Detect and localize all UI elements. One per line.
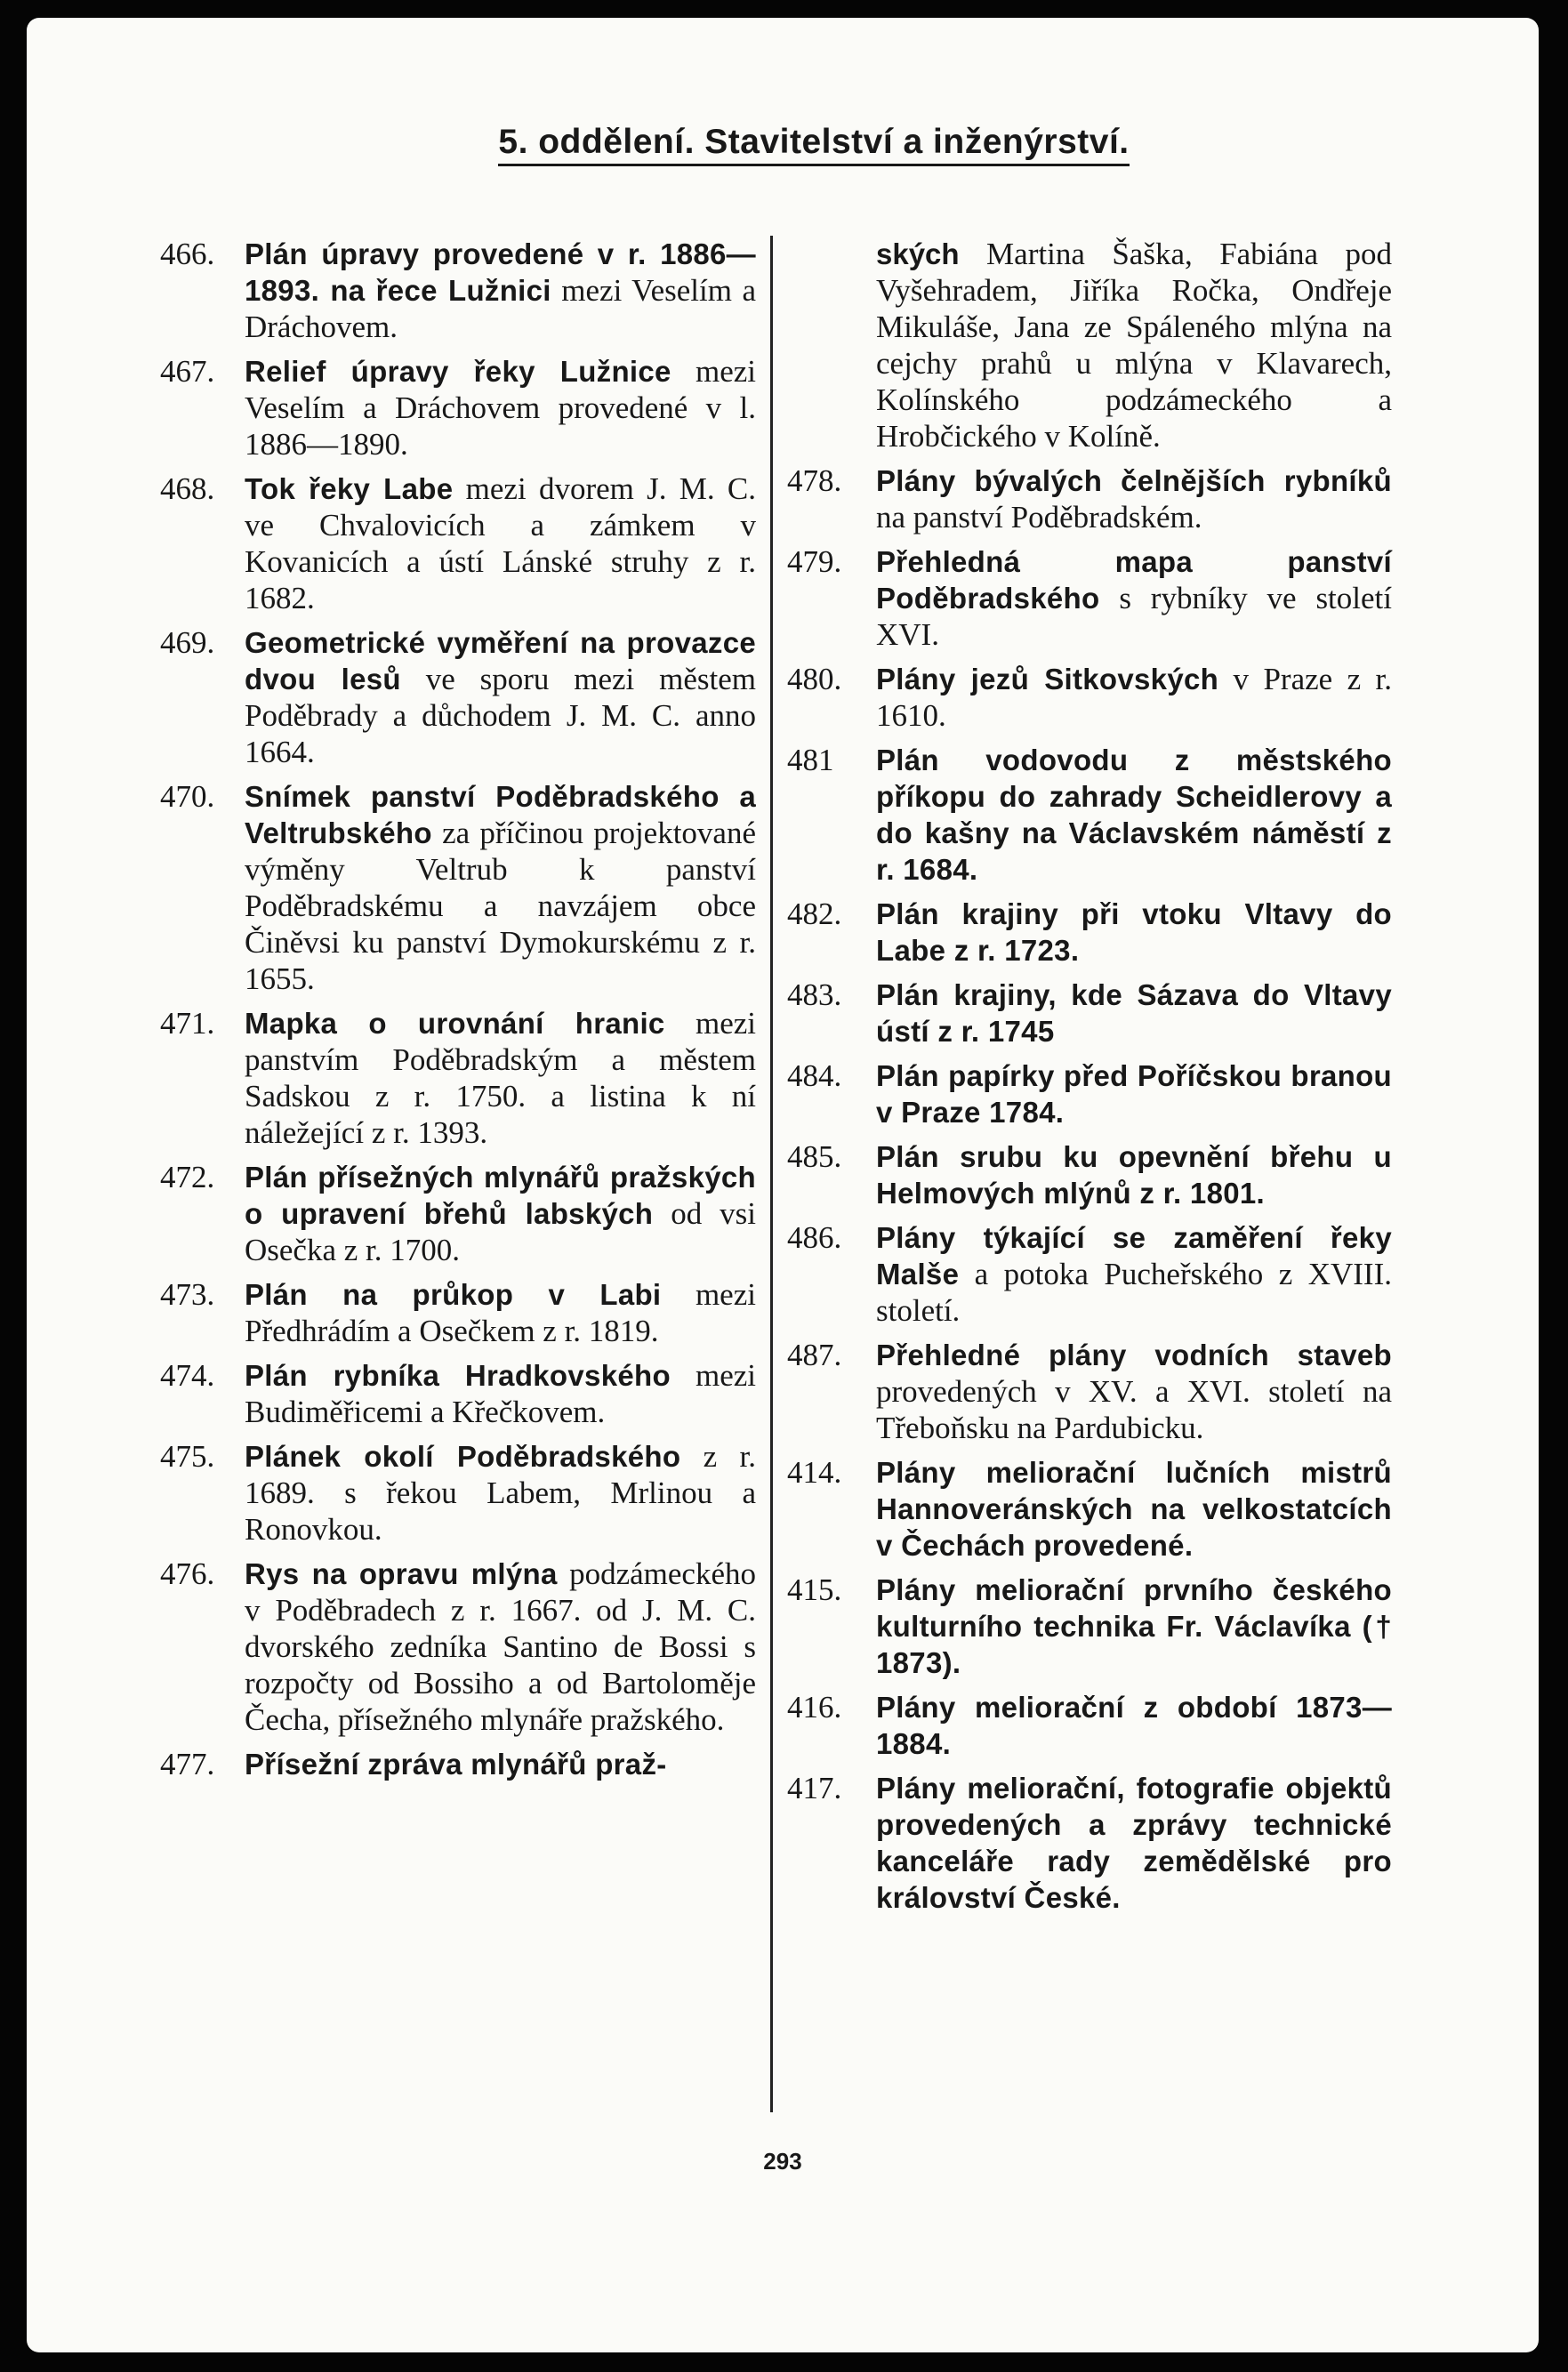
right-column bbox=[787, 236, 1392, 1924]
entry-title: Plány týkající se zaměření řeky Malše bbox=[876, 1221, 1392, 1291]
entry-description: podzámeckého v Poděbradech z r. 1667. od J. M. C. dvorského zedníka Santino de Bossi s rozpočty od Bossiho a od Bartoloměje Čecha, přísežného mlynáře pražského. bbox=[245, 1556, 756, 1737]
entry-number: 469. bbox=[160, 625, 215, 660]
entry-number: 468. bbox=[160, 471, 215, 506]
continued-entry bbox=[876, 236, 1392, 454]
entry-body bbox=[245, 1276, 756, 1349]
entry-title: Tok řeky Labe bbox=[245, 472, 454, 505]
entry-number: 487. bbox=[787, 1338, 842, 1372]
catalog-entry bbox=[160, 1159, 756, 1268]
entry-title: Plán rybníka Hradkovského bbox=[245, 1359, 671, 1392]
entry-number: 482. bbox=[787, 897, 842, 931]
entry-number: 466. bbox=[160, 237, 215, 271]
catalog-entry bbox=[160, 1005, 756, 1151]
page-number: 293 bbox=[763, 2148, 802, 2175]
entry-description: mezi Veselím a Dráchovem. bbox=[245, 273, 756, 344]
entry-description: mezi dvorem J. M. C. ve Chvalovicích a zámkem v Kovanicích a ústí Lánské struhy z r. 1682. bbox=[245, 471, 756, 615]
continued-entry-bold: ských bbox=[876, 237, 960, 270]
entry-title: Snímek panství Poděbradského a Veltrubského bbox=[245, 780, 756, 849]
entry-number: 483. bbox=[787, 977, 842, 1012]
catalog-entry bbox=[787, 661, 1392, 734]
entry-number: 416. bbox=[787, 1690, 842, 1725]
entry-body bbox=[245, 624, 756, 770]
entry-body bbox=[876, 1219, 1392, 1329]
entry-body bbox=[245, 1159, 756, 1268]
entry-description: mezi Budiměřicemi a Křečkovem. bbox=[245, 1358, 756, 1429]
catalog-entry bbox=[787, 1770, 1392, 1916]
entry-body bbox=[876, 1337, 1392, 1446]
entry-title: Plán přísežných mlynářů pražských o upravení břehů labských bbox=[245, 1161, 756, 1230]
entry-body bbox=[245, 1556, 756, 1738]
entry-description: od vsi Osečka z r. 1700. bbox=[245, 1196, 756, 1267]
catalog-entry bbox=[160, 236, 756, 345]
entry-description: mezi Předhrádím a Osečkem z r. 1819. bbox=[245, 1277, 756, 1348]
entry-body bbox=[876, 1138, 1392, 1211]
entry-body bbox=[876, 1770, 1392, 1916]
catalog-entry bbox=[787, 896, 1392, 969]
entry-body bbox=[876, 1689, 1392, 1762]
catalog-entry bbox=[160, 1556, 756, 1738]
catalog-entry bbox=[787, 1138, 1392, 1211]
entry-title: Plány bývalých čelnějších rybníků bbox=[876, 464, 1392, 497]
entry-number: 485. bbox=[787, 1139, 842, 1174]
entry-body bbox=[245, 1438, 756, 1548]
entry-body bbox=[245, 778, 756, 997]
entry-body bbox=[245, 1357, 756, 1430]
catalog-entry bbox=[787, 1572, 1392, 1681]
catalog-entry bbox=[787, 1689, 1392, 1762]
entry-number: 486. bbox=[787, 1220, 842, 1255]
entry-number: 477. bbox=[160, 1747, 215, 1781]
entry-title: Geometrické vyměření na provazce dvou lesů bbox=[245, 626, 756, 696]
entry-number: 478. bbox=[787, 463, 842, 498]
entry-number: 470. bbox=[160, 779, 215, 814]
entry-number: 472. bbox=[160, 1160, 215, 1194]
entry-description: v Praze z r. 1610. bbox=[876, 662, 1393, 733]
entry-title: Rys na opravu mlýna bbox=[245, 1557, 558, 1590]
entry-title: Plány jezů Sitkovských bbox=[876, 663, 1219, 696]
catalog-entry bbox=[160, 1276, 756, 1349]
entry-body bbox=[876, 661, 1392, 734]
entry-body bbox=[245, 1746, 756, 1782]
entry-title: Plány meliorační, fotografie objektů provedených a zprávy technické kanceláře rady zemědělské pro království České. bbox=[876, 1772, 1392, 1914]
entry-number: 480. bbox=[787, 662, 842, 696]
catalog-entry bbox=[160, 1746, 756, 1782]
entry-description: s rybníky ve století XVI. bbox=[876, 581, 1392, 652]
entry-title: Plán papírky před Poříčskou branou v Praze 1784. bbox=[876, 1059, 1392, 1129]
entry-description: ve sporu mezi městem Poděbrady a důchodem J. M. C. anno 1664. bbox=[245, 662, 756, 769]
entry-description: mezi Veselím a Dráchovem provedené v l. 1886—1890. bbox=[245, 354, 756, 462]
catalog-entry bbox=[787, 462, 1392, 535]
entry-number: 417. bbox=[787, 1771, 842, 1805]
entry-description: provedených v XV. a XVI. století na Třeboňsku na Pardubicku. bbox=[876, 1374, 1392, 1445]
page bbox=[27, 18, 1539, 2352]
catalog-entry bbox=[160, 353, 756, 462]
catalog-entry bbox=[160, 470, 756, 616]
entry-title: Plány meliorační prvního českého kulturního technika Fr. Václavíka († 1873). bbox=[876, 1573, 1392, 1679]
entry-body bbox=[245, 353, 756, 462]
entry-body bbox=[245, 470, 756, 616]
entry-title: Plán úpravy provedené v r. 1886—1893. na řece Lužnici bbox=[245, 237, 756, 307]
entry-title: Relief úpravy řeky Lužnice bbox=[245, 355, 671, 388]
catalog-entry bbox=[787, 1057, 1392, 1130]
catalog-entry bbox=[160, 778, 756, 997]
catalog-entry bbox=[787, 1337, 1392, 1446]
entry-title: Přehledné plány vodních staveb bbox=[876, 1339, 1392, 1371]
entry-body bbox=[876, 1454, 1392, 1564]
entry-title: Plán krajiny při vtoku Vltavy do Labe z r. 1723. bbox=[876, 897, 1392, 967]
entry-number: 471. bbox=[160, 1006, 215, 1041]
entry-title: Přísežní zpráva mlynářů praž- bbox=[245, 1748, 667, 1781]
entry-description: a potoka Pucheřského z XVIII. století. bbox=[876, 1257, 1392, 1328]
catalog-entry bbox=[787, 543, 1392, 653]
entry-body bbox=[245, 1005, 756, 1151]
entry-body bbox=[876, 462, 1392, 535]
entry-number: 474. bbox=[160, 1358, 215, 1393]
entry-title: Plán na průkop v Labi bbox=[245, 1278, 662, 1311]
entry-title: Plán srubu ku opevnění břehu u Helmových mlýnů z r. 1801. bbox=[876, 1140, 1392, 1210]
entry-title: Mapka o urovnání hranic bbox=[245, 1007, 665, 1040]
entry-body bbox=[245, 236, 756, 345]
entry-body bbox=[876, 896, 1392, 969]
continued-entry-text: Martina Šaška, Fabiána pod Vyšehradem, Jiříka Ročka, Ondřeje Mikuláše, Jana ze Spáleného mlýna na cejchy prahů u mlýna v Klavarech, Kolínského podzámeckého a Hrobčického v Kolíně. bbox=[876, 237, 1392, 454]
entry-number: 467. bbox=[160, 354, 215, 389]
entry-title: Plány meliorační lučních mistrů Hannoveránských na velkostatcích v Čechách provedené. bbox=[876, 1456, 1392, 1562]
entry-description: z r. 1689. s řekou Labem, Mrlinou a Ronovkou. bbox=[245, 1439, 756, 1547]
entry-number: 414. bbox=[787, 1455, 842, 1490]
entry-title: Plánek okolí Poděbradského bbox=[245, 1440, 681, 1473]
catalog-entry bbox=[160, 1438, 756, 1548]
catalog-entry bbox=[787, 977, 1392, 1049]
entry-body bbox=[876, 977, 1392, 1049]
entry-number: 484. bbox=[787, 1058, 842, 1093]
entry-body bbox=[876, 1057, 1392, 1130]
entry-number: 476. bbox=[160, 1556, 215, 1591]
section-header bbox=[27, 123, 1539, 162]
entry-title: Plán vodovodu z městského příkopu do zahrady Scheidlerovy a do kašny na Václavském náměstí z r. 1684. bbox=[876, 744, 1392, 886]
entry-number: 415. bbox=[787, 1572, 842, 1607]
entry-description: na panství Poděbradském. bbox=[876, 500, 1202, 535]
entry-description: mezi panstvím Poděbradským a městem Sadskou z r. 1750. a listina k ní náležející z r. 1393. bbox=[245, 1006, 756, 1150]
entry-number: 475. bbox=[160, 1439, 215, 1474]
entry-title: Plán krajiny, kde Sázava do Vltavy ústí z r. 1745 bbox=[876, 978, 1392, 1048]
entry-body bbox=[876, 543, 1392, 653]
entry-number: 473. bbox=[160, 1277, 215, 1312]
entry-title: Přehledná mapa panství Poděbradského bbox=[876, 545, 1392, 615]
entry-number: 479. bbox=[787, 544, 842, 579]
entry-description: za příčinou projektované výměny Veltrub k panství Poděbradskému a navzájem obce Činěvsi ku panství Dymokurskému z r. 1655. bbox=[245, 816, 756, 996]
entry-number: 481 bbox=[787, 743, 834, 777]
catalog-entry bbox=[787, 1454, 1392, 1564]
section-header-text: 5. oddělení. Stavitelství a inženýrství. bbox=[498, 123, 1129, 166]
left-column bbox=[160, 236, 756, 1790]
entry-body bbox=[876, 1572, 1392, 1681]
entry-body bbox=[876, 742, 1392, 888]
catalog-entry bbox=[787, 1219, 1392, 1329]
catalog-entry bbox=[160, 624, 756, 770]
catalog-entry bbox=[160, 1357, 756, 1430]
column-divider bbox=[770, 236, 773, 2112]
entry-title: Plány meliorační z období 1873—1884. bbox=[876, 1691, 1392, 1760]
catalog-entry bbox=[787, 742, 1392, 888]
